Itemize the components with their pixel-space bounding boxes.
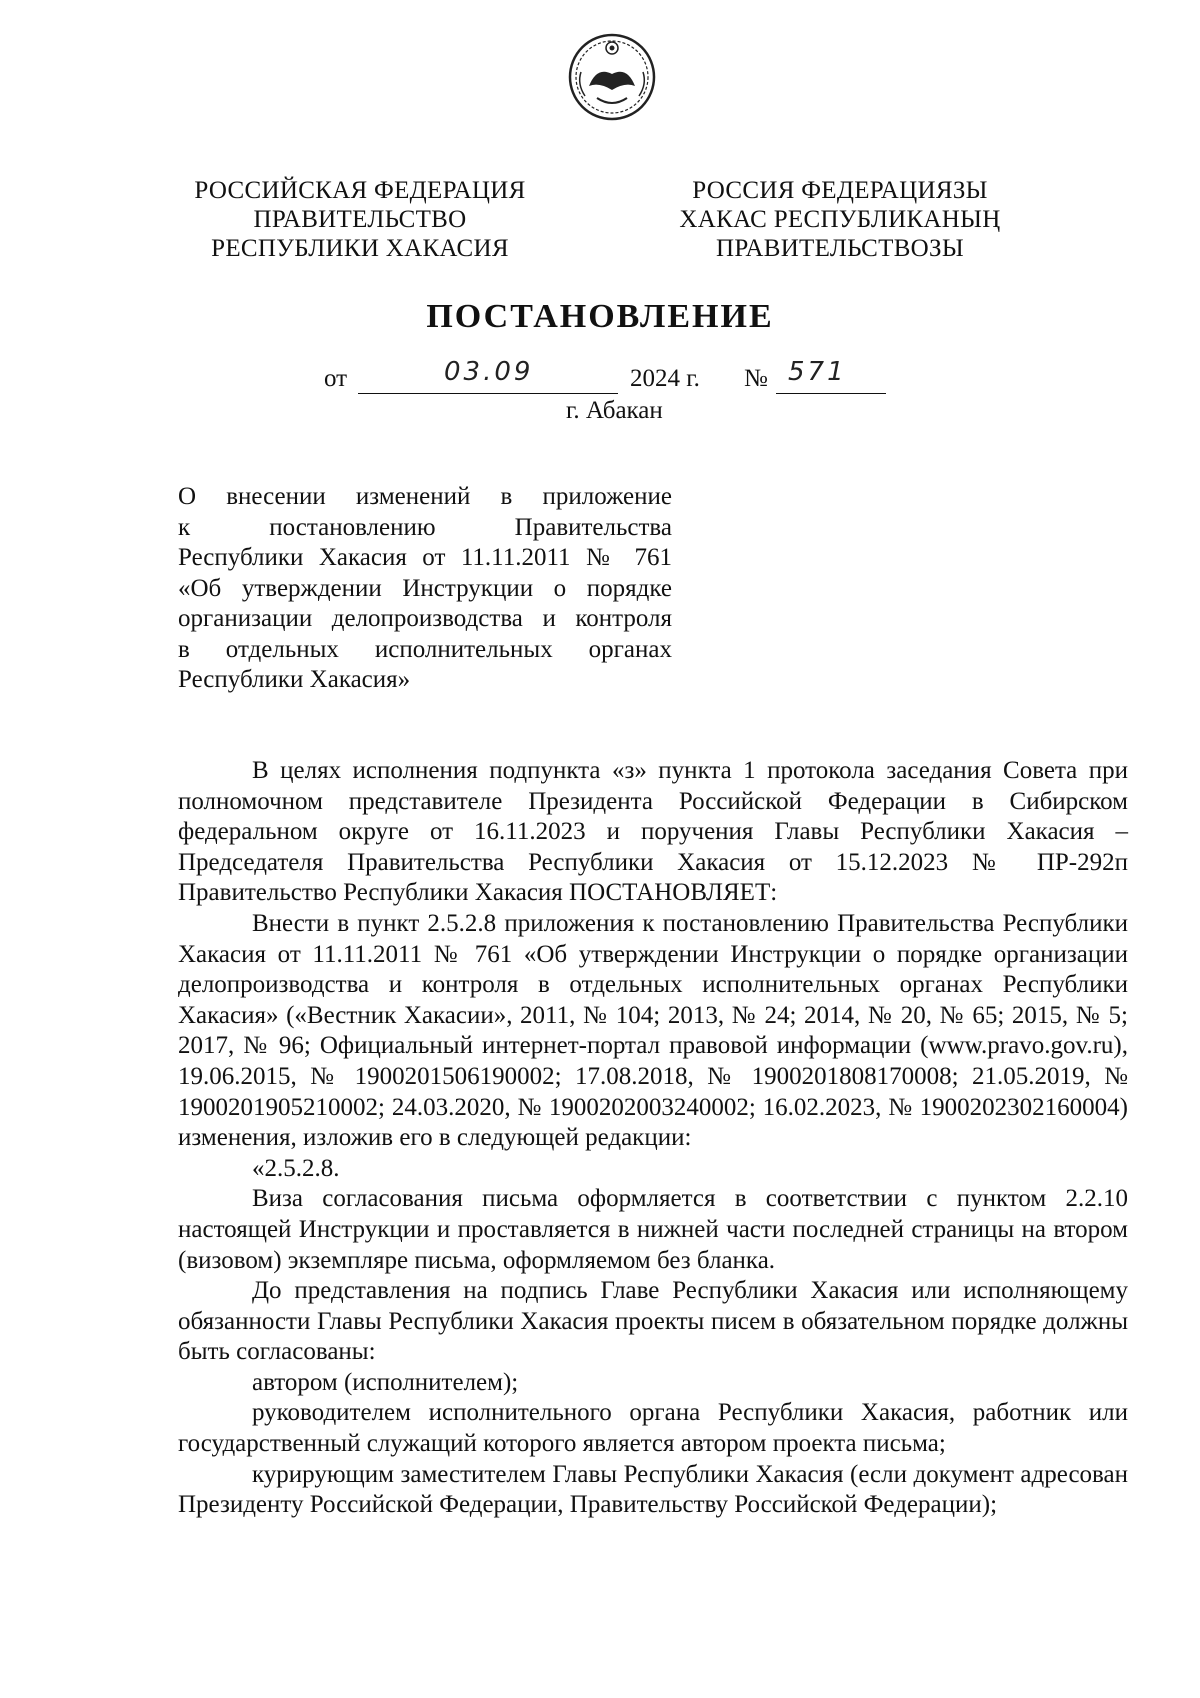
body-paragraph: «2.5.2.8.: [252, 1154, 340, 1182]
body-paragraph: Внести в пункт 2.5.2.8 приложения к постановлению Правительства Республики Хакасия от 11.11.2011 № 761 «Об утверждении Инструкции о порядке организации делопроизводства и контроля в отдельных исполнительных органах Республики Хакасия» («Вестник Хакасии», 2011, № 104; 2013, № 24; 2014, № 20, № 65; 2015, № 5; 2017, № 96; Официальный интернет-портал правовой информации (www.pravo.gov.ru), 19.06.2015, № 1900201506190002; 17.08.2018, № 1900201808170008; 21.05.2019, № 1900201905210002; 24.03.2020, № 1900202003240002; 16.02.2023, № 1900202302160004) изменения, изложив его в следующей редакции:: [178, 909, 1128, 1152]
document-subject: [178, 482, 672, 696]
header-left-line: РЕСПУБЛИКИ ХАКАСИЯ: [211, 235, 509, 262]
city-label: г. Абакан: [566, 397, 663, 424]
subject-line: в отдельных исполнительных органах: [178, 635, 672, 663]
header-left-line: ПРАВИТЕЛЬСТВО: [253, 206, 467, 233]
subject-line: к постановлению Правительства: [178, 513, 672, 541]
body-paragraph: автором (исполнителем);: [252, 1368, 519, 1396]
date-field: [358, 357, 618, 394]
date-number-line: [324, 357, 924, 395]
coat-of-arms-emblem: [567, 32, 657, 122]
number-value: 571: [788, 357, 847, 387]
body-paragraph: До представления на подпись Главе Республики Хакасия или исполняющему обязанности Главы Республики Хакасия проекты писем в обязательном порядке должны быть согласованы:: [178, 1277, 1128, 1366]
date-value: 03.09: [444, 357, 534, 387]
body-paragraph: В целях исполнения подпункта «з» пункта 1 протокола заседания Совета при полномочном представителе Президента Российской Федерации в Сибирском федеральном округе от 16.11.2023 и поручения Главы Республики Хакасия – Председателя Правительства Республики Хакасия от 15.12.2023 № ПР-292п Правительство Республики Хакасия ПОСТАНОВЛЯЕТ:: [178, 757, 1128, 907]
document-title: ПОСТАНОВЛЕНИЕ: [426, 298, 774, 335]
header-right-line: ПРАВИТЕЛЬСТВОЗЫ: [716, 235, 964, 262]
subject-line: Республики Хакасия от 11.11.2011 № 761: [178, 544, 672, 571]
number-label: №: [744, 365, 768, 392]
subject-line: Республики Хакасия»: [178, 666, 411, 693]
header-left: [150, 176, 570, 263]
subject-line: «Об утверждении Инструкции о порядке: [178, 574, 672, 602]
subject-line: организации делопроизводства и контроля: [178, 605, 672, 632]
document-body: [178, 756, 1128, 1521]
header-right: [630, 176, 1050, 263]
header-left-line: РОССИЙСКАЯ ФЕДЕРАЦИЯ: [194, 177, 526, 204]
body-paragraph: курирующим заместителем Главы Республики Хакасия (если документ адресован Президенту Российской Федерации, Правительству Российской Федерации);: [178, 1460, 1128, 1519]
body-paragraph: руководителем исполнительного органа Республики Хакасия, работник или государственный служащий которого является автором проекта письма;: [178, 1399, 1128, 1458]
body-paragraph: Виза согласования письма оформляется в соответствии с пунктом 2.2.10 настоящей Инструкции и проставляется в нижней части последней страницы на втором (визовом) экземпляре письма, оформляемом без бланка.: [178, 1185, 1128, 1274]
number-field: [776, 357, 886, 394]
header-right-line: РОССИЯ ФЕДЕРАЦИЯЗЫ: [692, 177, 988, 204]
year-label: 2024 г.: [630, 365, 700, 392]
from-label: от: [324, 365, 348, 392]
header-right-line: ХАКАС РЕСПУБЛИКАНЫҢ: [679, 206, 1001, 233]
subject-line: О внесении изменений в приложение: [178, 483, 672, 510]
